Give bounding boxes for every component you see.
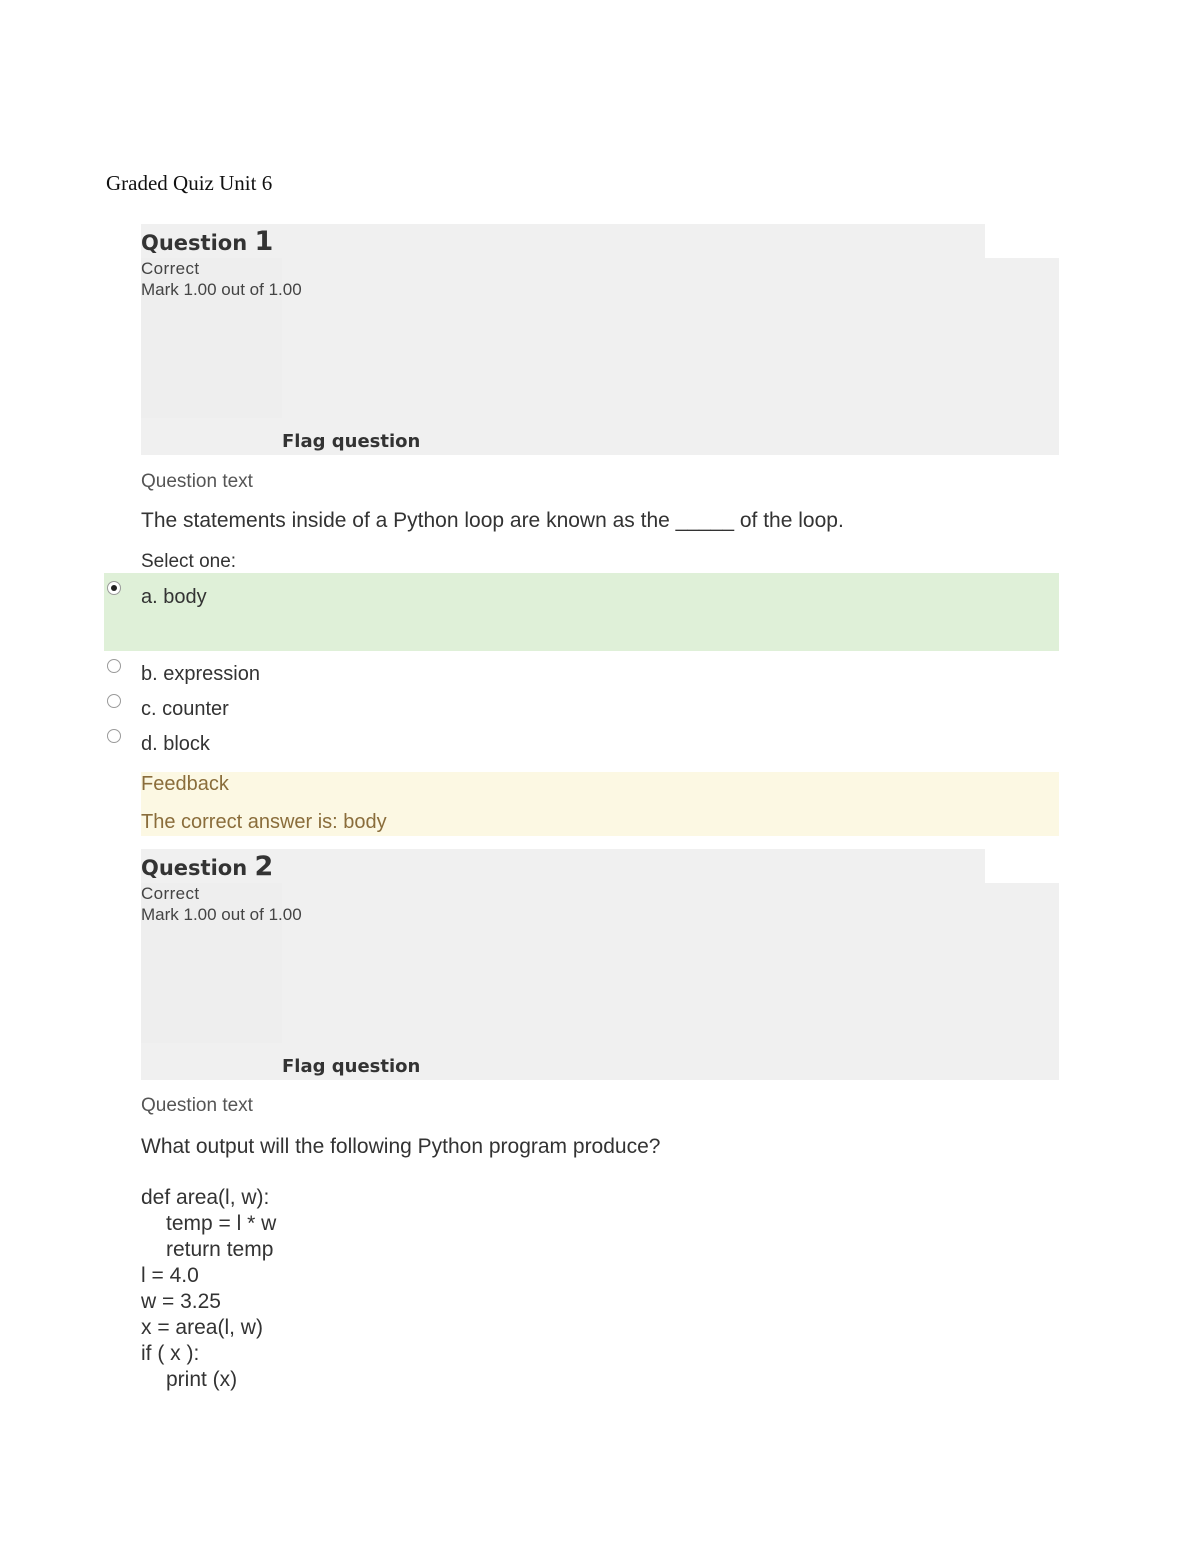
document-title: Graded Quiz Unit 6 <box>106 171 273 195</box>
question-2-info-panel <box>141 849 1059 1081</box>
option-c-radio[interactable] <box>107 694 121 708</box>
option-a-label[interactable]: a. body <box>141 586 207 608</box>
question-2-state: Correct <box>141 884 200 903</box>
option-b-label[interactable]: b. expression <box>141 663 260 685</box>
correct-answer-highlight <box>104 573 1059 651</box>
code-line: if ( x ): <box>141 1342 200 1365</box>
question-1-text: The statements inside of a Python loop are known as the _____ of the loop. <box>141 509 844 532</box>
code-line: temp = l * w <box>166 1212 277 1235</box>
question-1-prompt: Select one: <box>141 551 237 572</box>
code-line: x = area(l, w) <box>141 1316 263 1339</box>
question-1-grade: Mark 1.00 out of 1.00 <box>141 280 302 299</box>
question-2-text-label: Question text <box>141 1095 253 1116</box>
question-heading-word: Question <box>141 856 248 880</box>
option-b-radio[interactable] <box>107 659 121 673</box>
question-1-heading <box>141 226 273 257</box>
question-2-grade: Mark 1.00 out of 1.00 <box>141 905 302 924</box>
feedback-text: The correct answer is: body <box>141 811 387 833</box>
question-1-info-panel <box>141 224 1059 456</box>
question-1-flag-link[interactable]: Flag question <box>282 431 421 452</box>
code-line: print (x) <box>166 1368 238 1391</box>
option-d-radio[interactable] <box>107 729 121 743</box>
feedback-label: Feedback <box>141 773 229 795</box>
question-2-heading <box>141 851 273 882</box>
option-d-label[interactable]: d. block <box>141 733 210 755</box>
code-line: l = 4.0 <box>141 1264 199 1287</box>
code-line: def area(l, w): <box>141 1186 270 1209</box>
question-1-state: Correct <box>141 259 200 278</box>
code-line: return temp <box>166 1238 274 1261</box>
question-number: 2 <box>254 851 274 882</box>
question-2-flag-link[interactable]: Flag question <box>282 1056 421 1077</box>
option-c-label[interactable]: c. counter <box>141 698 229 720</box>
question-1-text-label: Question text <box>141 471 253 492</box>
question-number: 1 <box>254 226 274 257</box>
question-2-text: What output will the following Python program produce? <box>141 1135 661 1158</box>
question-heading-word: Question <box>141 231 248 255</box>
option-a-radio[interactable] <box>107 581 121 595</box>
code-line: w = 3.25 <box>141 1290 221 1313</box>
